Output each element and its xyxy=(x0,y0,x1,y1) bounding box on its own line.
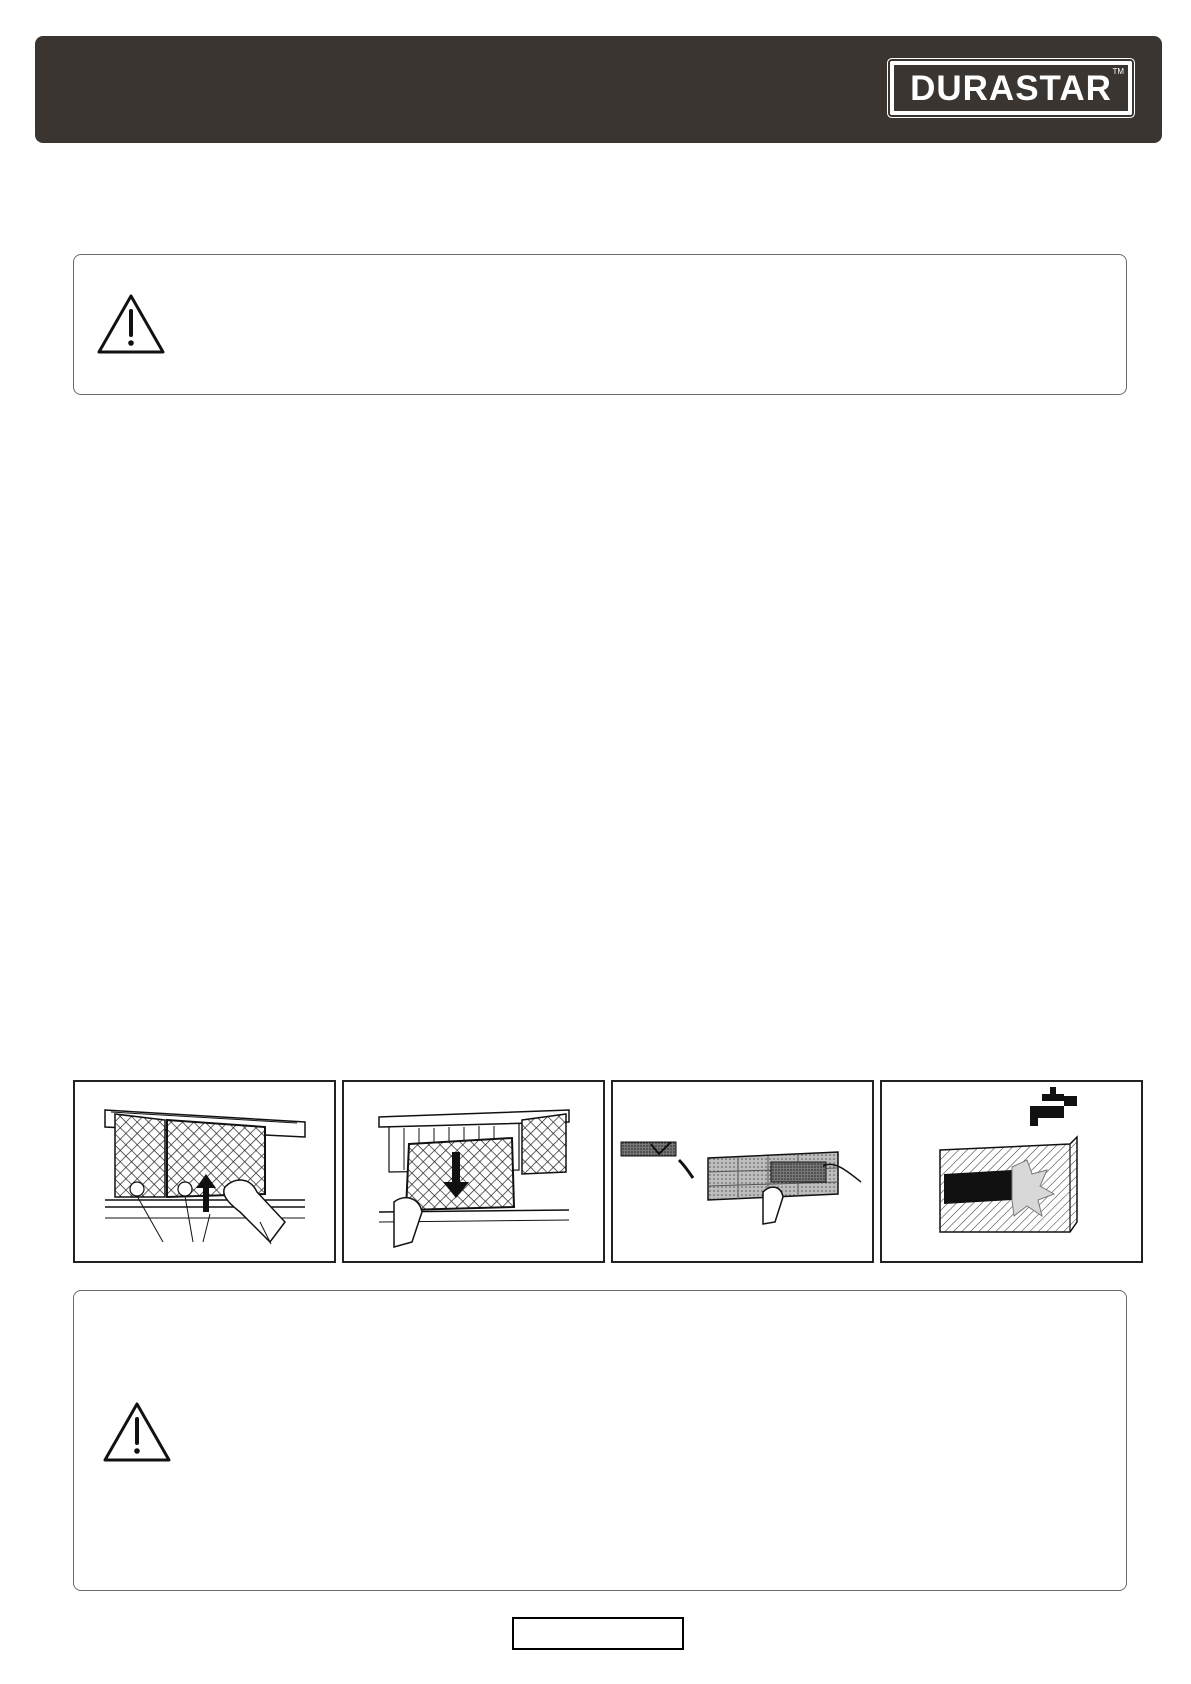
logo-trademark: TM xyxy=(1112,67,1124,76)
pull-filter-down-illustration xyxy=(344,1082,602,1260)
caution-box-top xyxy=(73,254,1127,395)
illustration-panel-2 xyxy=(342,1080,605,1263)
header-bar xyxy=(35,36,1162,143)
warning-triangle-icon xyxy=(96,293,166,355)
caution-box-bottom xyxy=(73,1290,1127,1591)
detach-filter-illustration xyxy=(613,1082,871,1260)
wash-filter-under-tap-illustration xyxy=(882,1082,1140,1260)
logo-text: DURASTAR xyxy=(910,68,1112,108)
illustration-panel-4 xyxy=(880,1080,1143,1263)
durastar-logo xyxy=(890,61,1132,115)
page-number-box xyxy=(512,1617,684,1650)
faucet-icon xyxy=(1030,1087,1077,1126)
warning-triangle-icon xyxy=(102,1401,172,1463)
illustration-panel-1 xyxy=(73,1080,336,1263)
push-filter-up-illustration xyxy=(75,1082,333,1260)
illustration-panel-3 xyxy=(611,1080,874,1263)
